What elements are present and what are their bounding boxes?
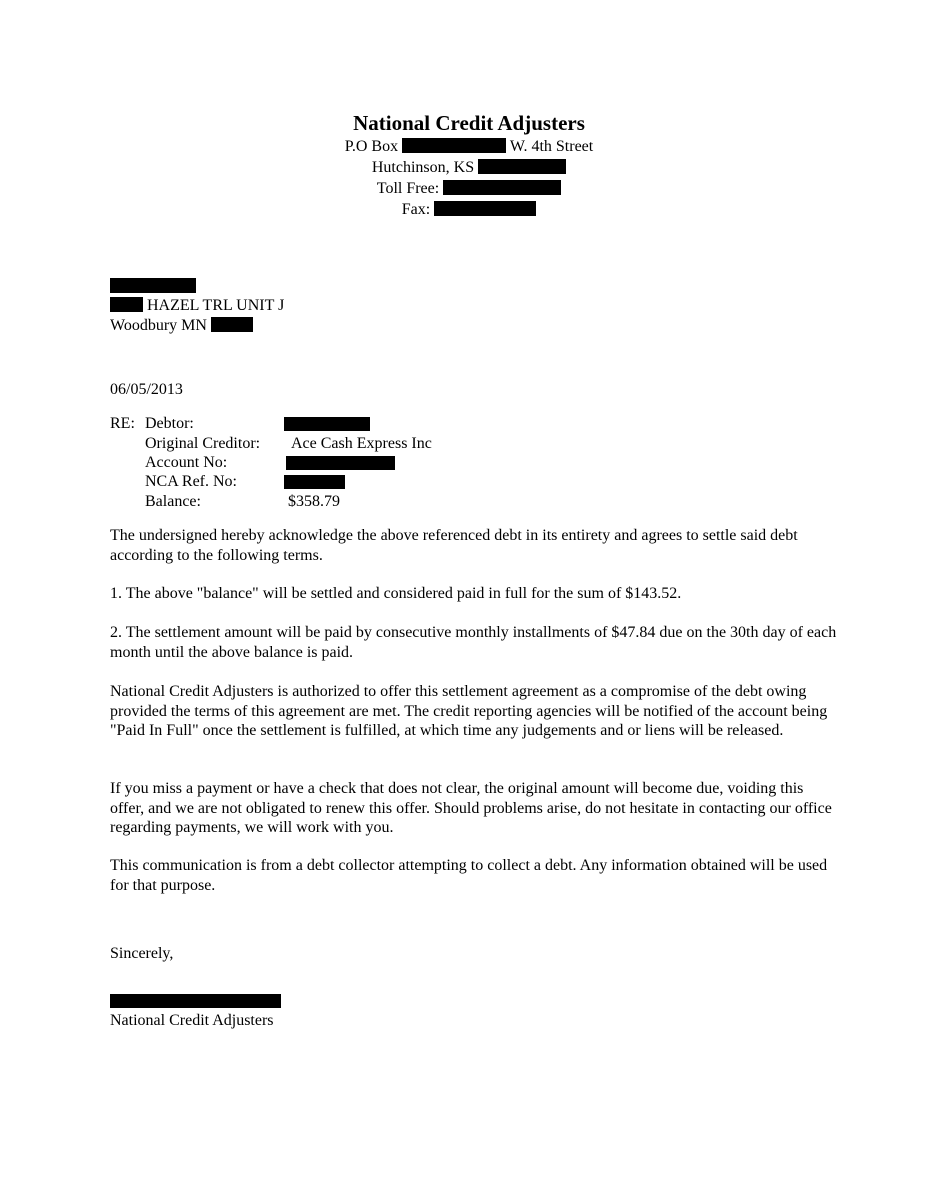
header-city-line — [0, 157, 938, 178]
redacted-recipient-zip — [211, 317, 253, 332]
redacted-debtor — [284, 417, 370, 431]
redacted-account-no — [286, 456, 395, 470]
salutation: Sincerely, — [110, 945, 174, 962]
header-fax-line — [0, 199, 938, 220]
letter-date: 06/05/2013 — [110, 381, 183, 398]
closing-company: National Credit Adjusters — [110, 1012, 274, 1029]
company-title: National Credit Adjusters — [353, 111, 585, 135]
disclosure-paragraph: This communication is from a debt collector attempting to collect a debt. Any information obtained will be used for that purpose. — [110, 857, 828, 894]
balance-label: Balance: — [145, 493, 201, 510]
missed-payment-paragraph: If you miss a payment or have a check that does not clear, the original amount will become due, voiding this offer, and we are not obligated to renew this offer. Should problems arise, do not hesitate in contacting our office regarding payments, we will work with you. — [110, 780, 832, 836]
recipient-city-line — [110, 316, 253, 336]
city-state-text: Hutchinson, KS — [371, 159, 475, 176]
redacted-po-box — [402, 138, 506, 153]
re-label: RE: — [110, 415, 135, 432]
header-tollfree-line — [0, 178, 938, 199]
original-creditor-value: Ace Cash Express Inc — [291, 435, 432, 452]
redacted-zip — [478, 159, 566, 174]
authorization-paragraph: National Credit Adjusters is authorized to offer this settlement agreement as a compromise of the debt owing provided the terms of this agreement are met. The credit reporting agencies will be notified of the account being "Paid In Full" once the settlement is fulfilled, at which time any judgements and or liens will be released. — [110, 683, 828, 739]
term-2-paragraph: 2. The settlement amount will be paid by consecutive monthly installments of $47.84 due on the 30th day of each month until the above balance is paid. — [110, 624, 837, 661]
nca-ref-label: NCA Ref. No: — [145, 473, 237, 490]
toll-free-label: Toll Free: — [376, 180, 440, 197]
po-box-label: P.O Box — [344, 138, 399, 155]
redacted-signature — [110, 994, 281, 1008]
redacted-fax — [434, 201, 536, 216]
debtor-label: Debtor: — [145, 415, 194, 432]
redacted-toll-free — [443, 180, 561, 195]
recipient-city-state: Woodbury MN — [110, 317, 207, 334]
street-text: W. 4th Street — [509, 138, 594, 155]
fax-label: Fax: — [401, 201, 431, 218]
account-no-label: Account No: — [145, 454, 228, 471]
redacted-nca-ref — [284, 475, 345, 489]
redacted-recipient-name — [110, 278, 196, 293]
recipient-street-line — [110, 296, 284, 316]
header-address-line — [0, 136, 938, 157]
original-creditor-label: Original Creditor: — [145, 435, 261, 452]
balance-value: $358.79 — [288, 493, 340, 510]
intro-paragraph: The undersigned hereby acknowledge the above referenced debt in its entirety and agrees to settle said debt according to the following terms. — [110, 527, 798, 564]
redacted-house-number — [110, 297, 143, 312]
recipient-street: HAZEL TRL UNIT J — [147, 297, 285, 314]
term-1-paragraph: 1. The above "balance" will be settled and considered paid in full for the sum of $143.52. — [110, 585, 682, 602]
